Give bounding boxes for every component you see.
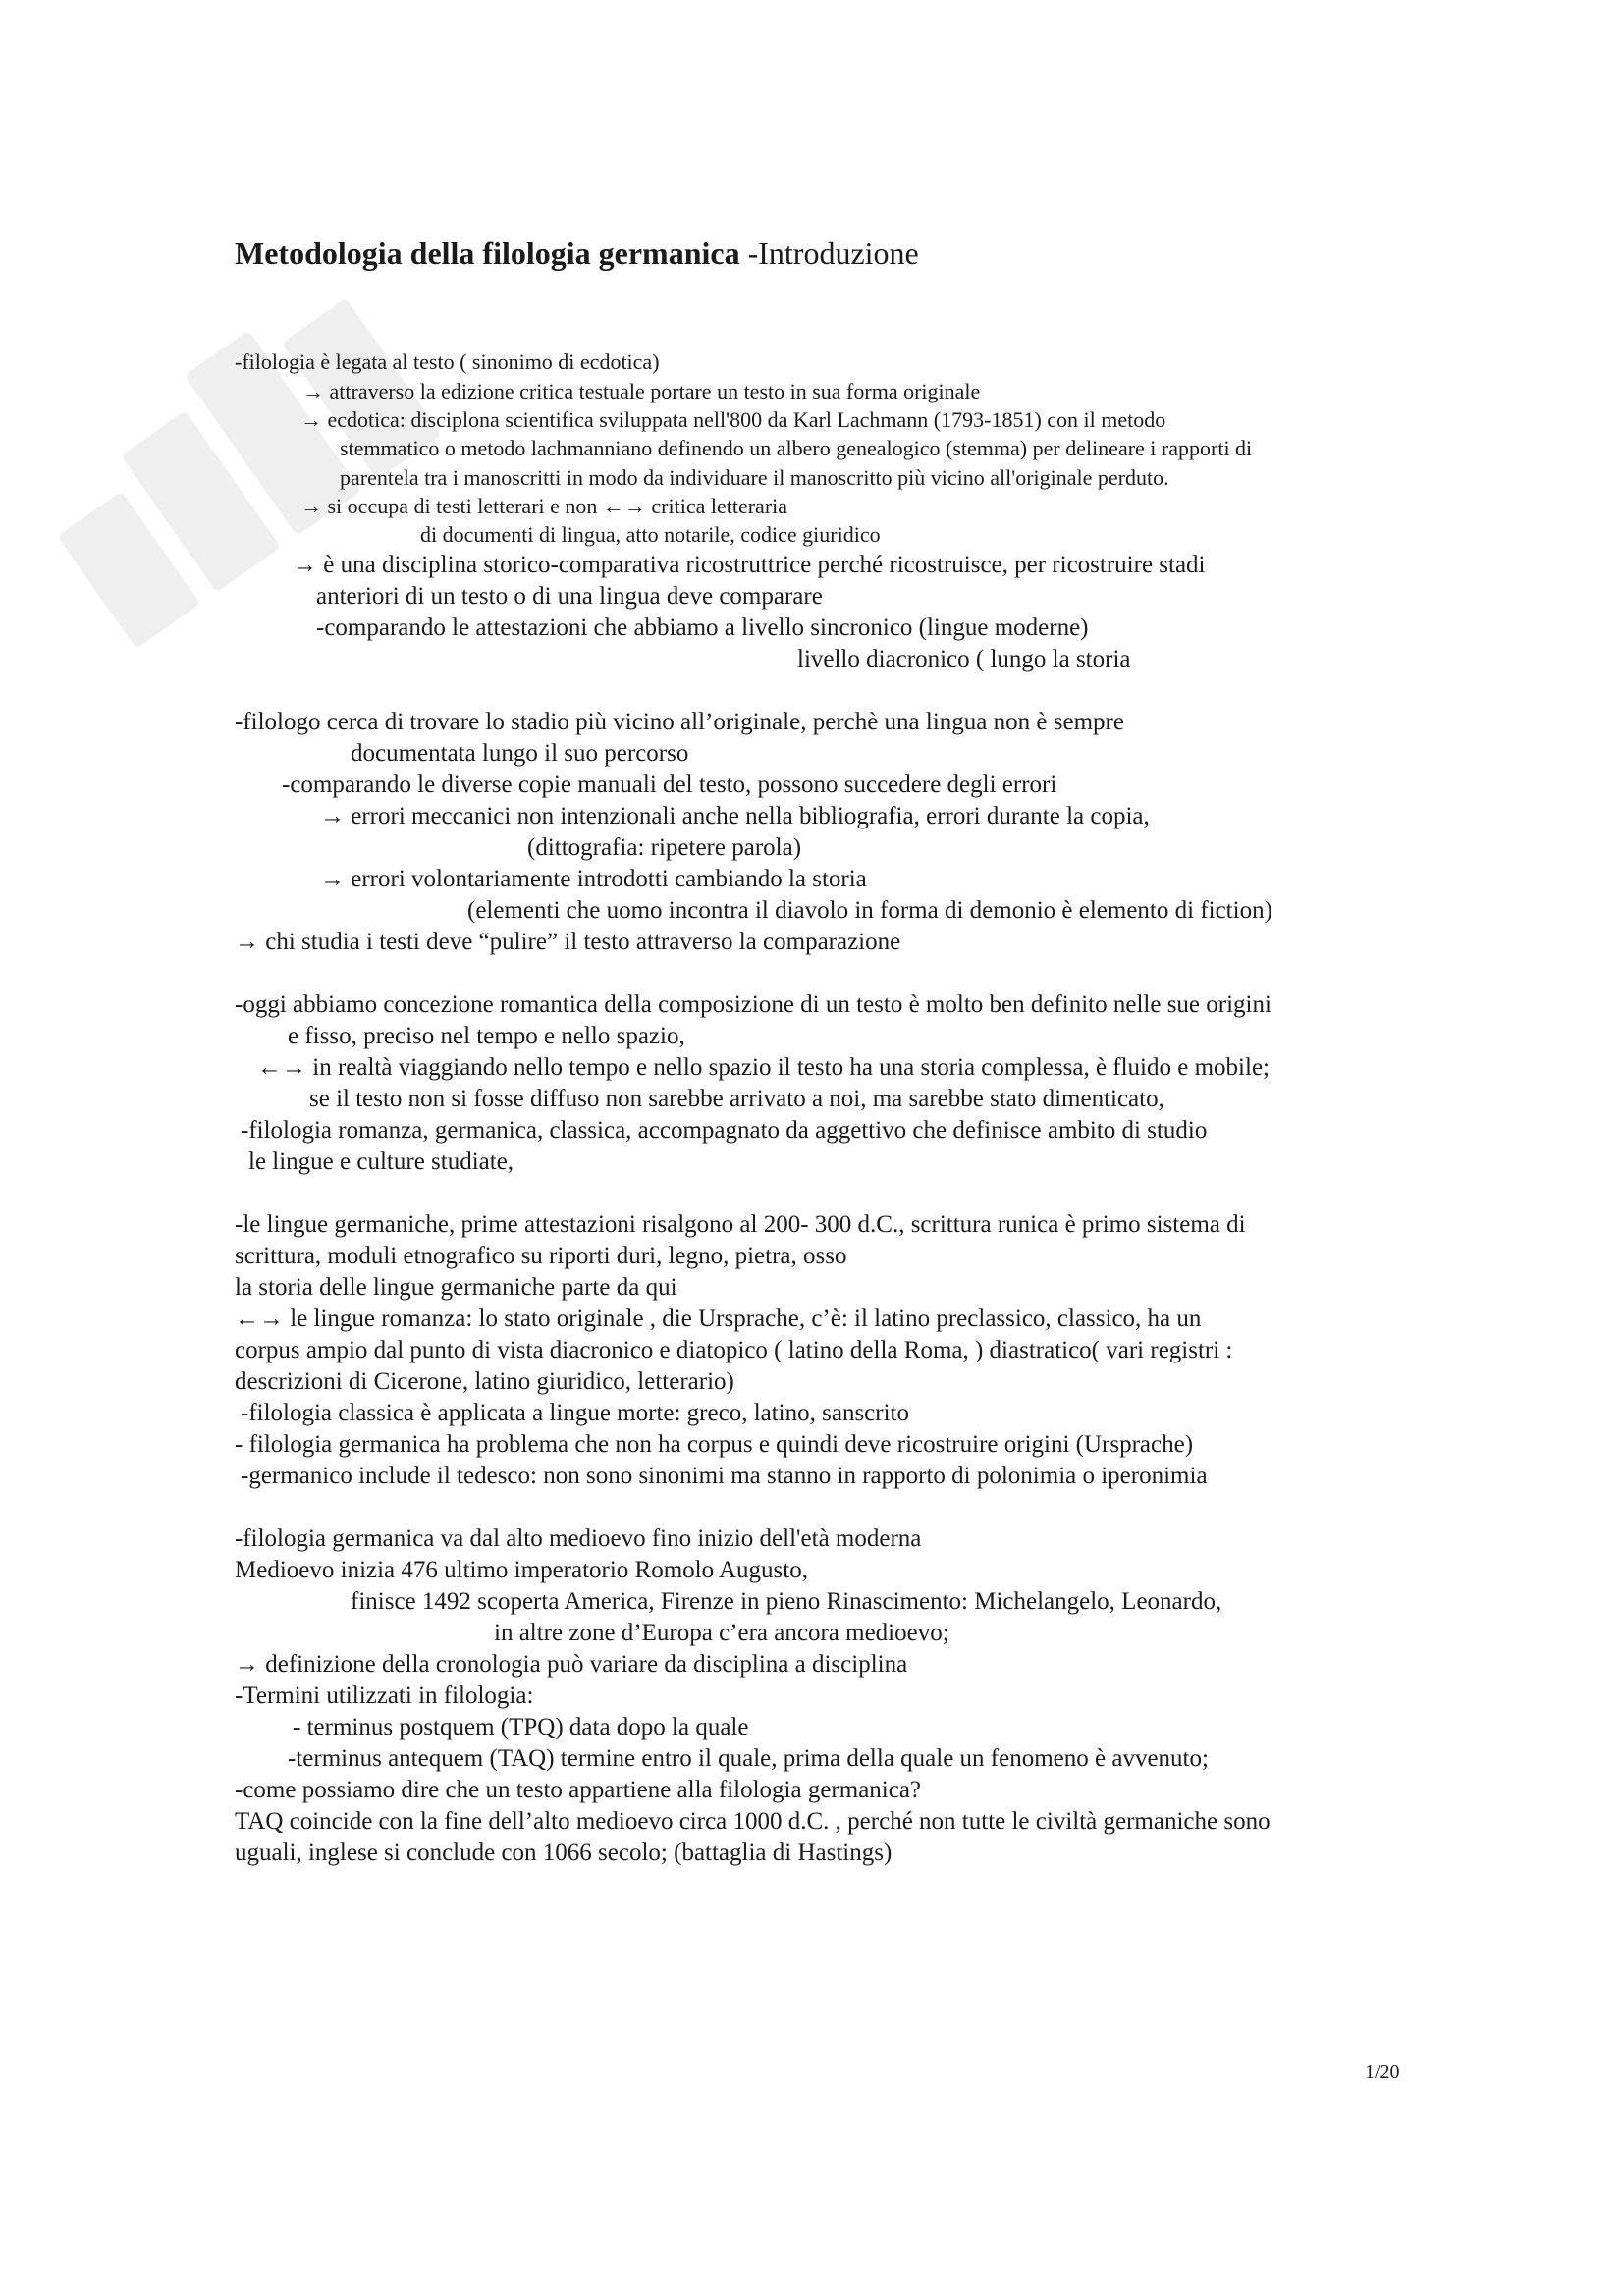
text-line: -terminus antequem (TAQ) termine entro il quale, prima della quale un fenomeno è avvenuto; <box>288 1745 1209 1772</box>
text-line: - filologia germanica ha problema che non ha corpus e quindi deve ricostruire origini (Ursprache) <box>235 1431 1194 1458</box>
text-line: → errori meccanici non intenzionali anche nella bibliografia, errori durante la copia, <box>320 803 1150 829</box>
text-line: -comparando le attestazioni che abbiamo a livello sincronico (lingue moderne) <box>316 614 1089 641</box>
text-line: → ecdotica: disciplona scientifica sviluppata nell'800 da Karl Lachmann (1793-1851) con il metodo <box>300 407 1166 432</box>
text-line: TAQ coincide con la fine dell’alto medioevo circa 1000 d.C. , perché non tutte le civiltà germaniche sono <box>235 1808 1271 1835</box>
text-line: corpus ampio dal punto di vista diacronico e diatopico ( latino della Roma, ) diastratico( vari registri : <box>235 1337 1233 1363</box>
text-line: di documenti di lingua, atto notarile, codice giuridico <box>420 522 881 547</box>
text-line: se il testo non si fosse diffuso non sarebbe arrivato a noi, ma sarebbe stato dimenticato, <box>309 1086 1164 1112</box>
text-line: -oggi abbiamo concezione romantica della composizione di un testo è molto ben definito nelle sue origini <box>235 991 1271 1018</box>
text-line: -filologia è legata al testo ( sinonimo di ecdotica) <box>235 349 660 374</box>
text-line: (dittografia: ripetere parola) <box>527 834 802 861</box>
text-line: Medioevo inizia 476 ultimo imperatorio Romolo Augusto, <box>235 1557 808 1583</box>
text-line: -le lingue germaniche, prime attestazioni risalgono al 200- 300 d.C., scrittura runica è primo sistema di <box>235 1211 1246 1238</box>
text-line: -comparando le diverse copie manuali del testo, possono succedere degli errori <box>282 772 1057 798</box>
text-line: le lingue e culture studiate, <box>248 1148 514 1175</box>
text-line: ←→ in realtà viaggiando nello tempo e nello spazio il testo ha una storia complessa, è fluido e mobile; <box>257 1054 1270 1081</box>
text-line: → è una disciplina storico-comparativa ricostruttrice perché ricostruisce, per ricostruire stadi <box>293 552 1206 578</box>
text-line: descrizioni di Cicerone, latino giuridico, letterario) <box>235 1368 734 1395</box>
text-line: finisce 1492 scoperta America, Firenze in pieno Rinascimento: Michelangelo, Leonardo, <box>351 1588 1222 1615</box>
text-line: parentela tra i manoscritti in modo da individuare il manoscritto più vicino all'originale perduto. <box>340 465 1169 490</box>
text-line: → chi studia i testi deve “pulire” il testo attraverso la comparazione <box>235 929 901 955</box>
text-line: -filologia romanza, germanica, classica, accompagnato da aggettivo che definisce ambito di studio <box>241 1117 1208 1144</box>
text-line: -filologia classica è applicata a lingue morte: greco, latino, sanscrito <box>241 1400 909 1426</box>
text-line: livello diacronico ( lungo la storia <box>797 646 1131 672</box>
text-line: la storia delle lingue germaniche parte da qui <box>235 1274 677 1301</box>
document-title <box>235 236 919 272</box>
text-line: -come possiamo dire che un testo appartiene alla filologia germanica? <box>235 1777 922 1803</box>
text-line: -Termini utilizzati in filologia: <box>235 1682 534 1709</box>
document-title-sub: -Introduzione <box>739 236 919 271</box>
document-title-main: Metodologia della filologia germanica <box>235 236 740 271</box>
text-line: in altre zone d’Europa c’era ancora medioevo; <box>494 1620 949 1646</box>
text-line: -germanico include il tedesco: non sono sinonimi ma stanno in rapporto di polonimia o iperonimia <box>241 1463 1208 1489</box>
text-line: - terminus postquem (TPQ) data dopo la quale <box>293 1714 749 1740</box>
text-line: -filologo cerca di trovare lo stadio più vicino all’originale, perchè una lingua non è sempre <box>235 709 1124 735</box>
text-line: → si occupa di testi letterari e non ←→ critica letteraria <box>300 494 788 518</box>
text-line: e fisso, preciso nel tempo e nello spazio, <box>288 1023 685 1049</box>
text-line: → errori volontariamente introdotti cambiando la storia <box>320 866 867 892</box>
text-line: scrittura, moduli etnografico su riporti duri, legno, pietra, osso <box>235 1243 847 1269</box>
text-line: → definizione della cronologia può variare da disciplina a disciplina <box>235 1651 908 1678</box>
text-line: anteriori di un testo o di una lingua deve comparare <box>316 583 823 610</box>
text-line: ←→ le lingue romanza: lo stato originale , die Ursprache, c’è: il latino preclassico, classico, ha un <box>235 1306 1202 1332</box>
page-number: 1/20 <box>1365 2061 1400 2083</box>
text-line: → attraverso la edizione critica testuale portare un testo in sua forma originale <box>302 379 981 403</box>
text-line: stemmatico o metodo lachmanniano definendo un albero genealogico (stemma) per delineare i rapporti di <box>340 436 1253 460</box>
text-line: documentata lungo il suo percorso <box>351 740 689 767</box>
text-line: uguali, inglese si conclude con 1066 secolo; (battaglia di Hastings) <box>235 1840 893 1866</box>
text-line: -filologia germanica va dal alto medioevo fino inizio dell'età moderna <box>235 1525 922 1552</box>
text-line: (elementi che uomo incontra il diavolo in forma di demonio è elemento di fiction) <box>467 897 1272 924</box>
